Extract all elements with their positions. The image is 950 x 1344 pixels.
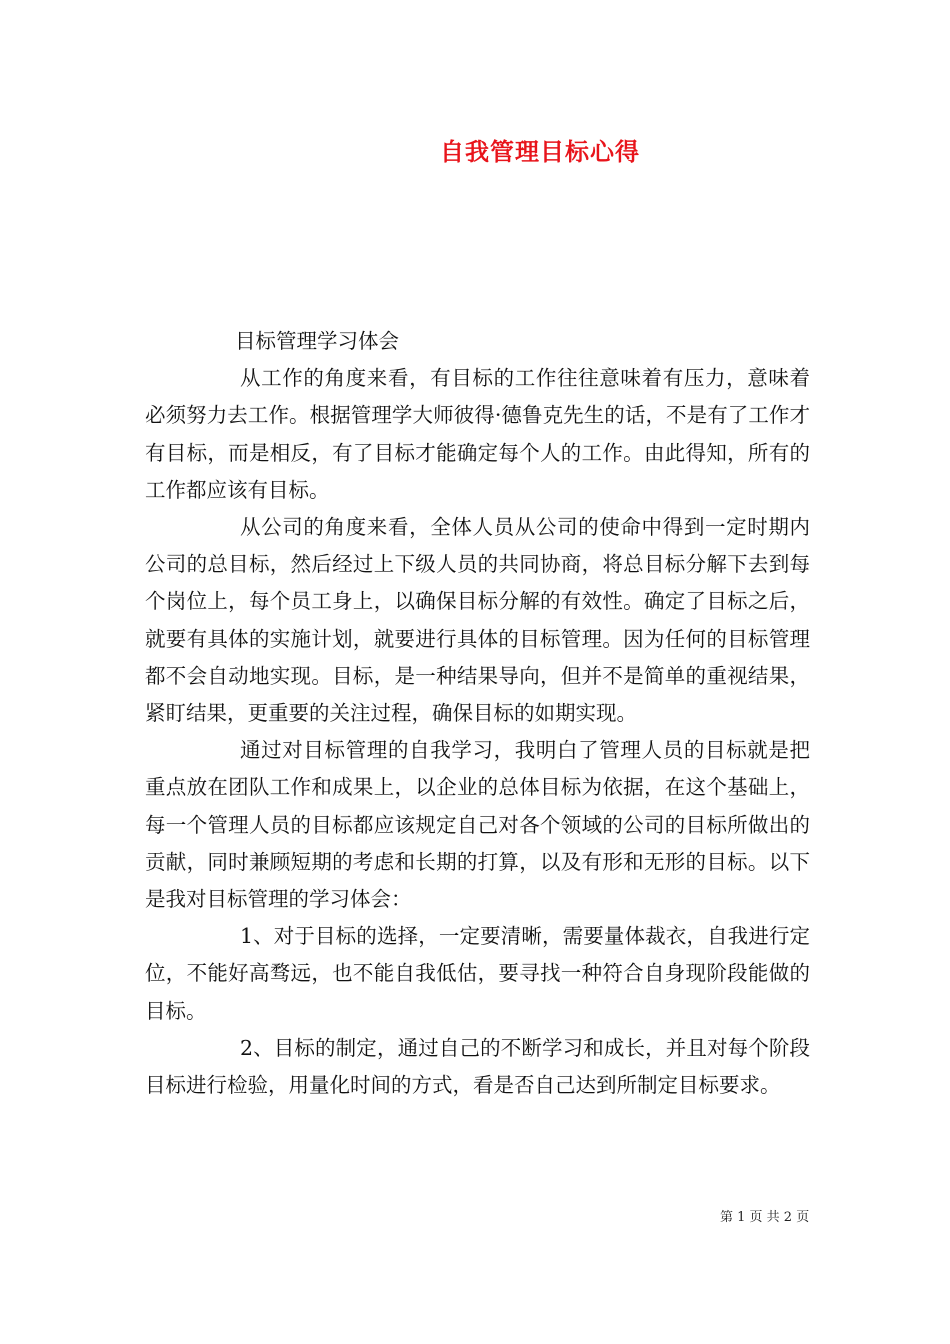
document-body xyxy=(145,323,810,1104)
document-subheading: 目标管理学习体会 xyxy=(235,329,399,353)
paragraph-4: 1、对于目标的选择，一定要清晰，需要量体裁衣，自我进行定位，不能好高骛远，也不能自我低估，要寻找一种符合自身现阶段能做的目标。 xyxy=(145,924,810,1023)
page-indicator: 第 1 页 共 2 页 xyxy=(720,1210,810,1225)
document-title: 自我管理目标心得 xyxy=(440,138,640,166)
paragraph-1: 从工作的角度来看，有目标的工作往往意味着有压力，意味着必须努力去工作。根据管理学大师彼得·德鲁克先生的话，不是有了工作才有目标，而是相反，有了目标才能确定每个人的工作。由此得知，所有的工作都应该有目标。 xyxy=(145,366,810,502)
paragraph-3: 通过对目标管理的自我学习，我明白了管理人员的目标就是把重点放在团队工作和成果上，以企业的总体目标为依据，在这个基础上，每一个管理人员的目标都应该规定自己对各个领域的公司的目标所做出的贡献，同时兼顾短期的考虑和长期的打算，以及有形和无形的目标。以下是我对目标管理的学习体会： xyxy=(145,738,810,912)
paragraph-5: 2、目标的制定，通过自己的不断学习和成长，并且对每个阶段目标进行检验，用量化时间的方式，看是否自己达到所制定目标要求。 xyxy=(145,1035,810,1098)
paragraph-2: 从公司的角度来看，全体人员从公司的使命中得到一定时期内公司的总目标，然后经过上下级人员的共同协商，将总目标分解下去到每个岗位上，每个员工身上，以确保目标分解的有效性。确定了目标之后，就要有具体的实施计划，就要进行具体的目标管理。因为任何的目标管理都不会自动地实现。目标，是一种结果导向，但并不是简单的重视结果，紧盯结果，更重要的关注过程，确保目标的如期实现。 xyxy=(145,515,810,726)
